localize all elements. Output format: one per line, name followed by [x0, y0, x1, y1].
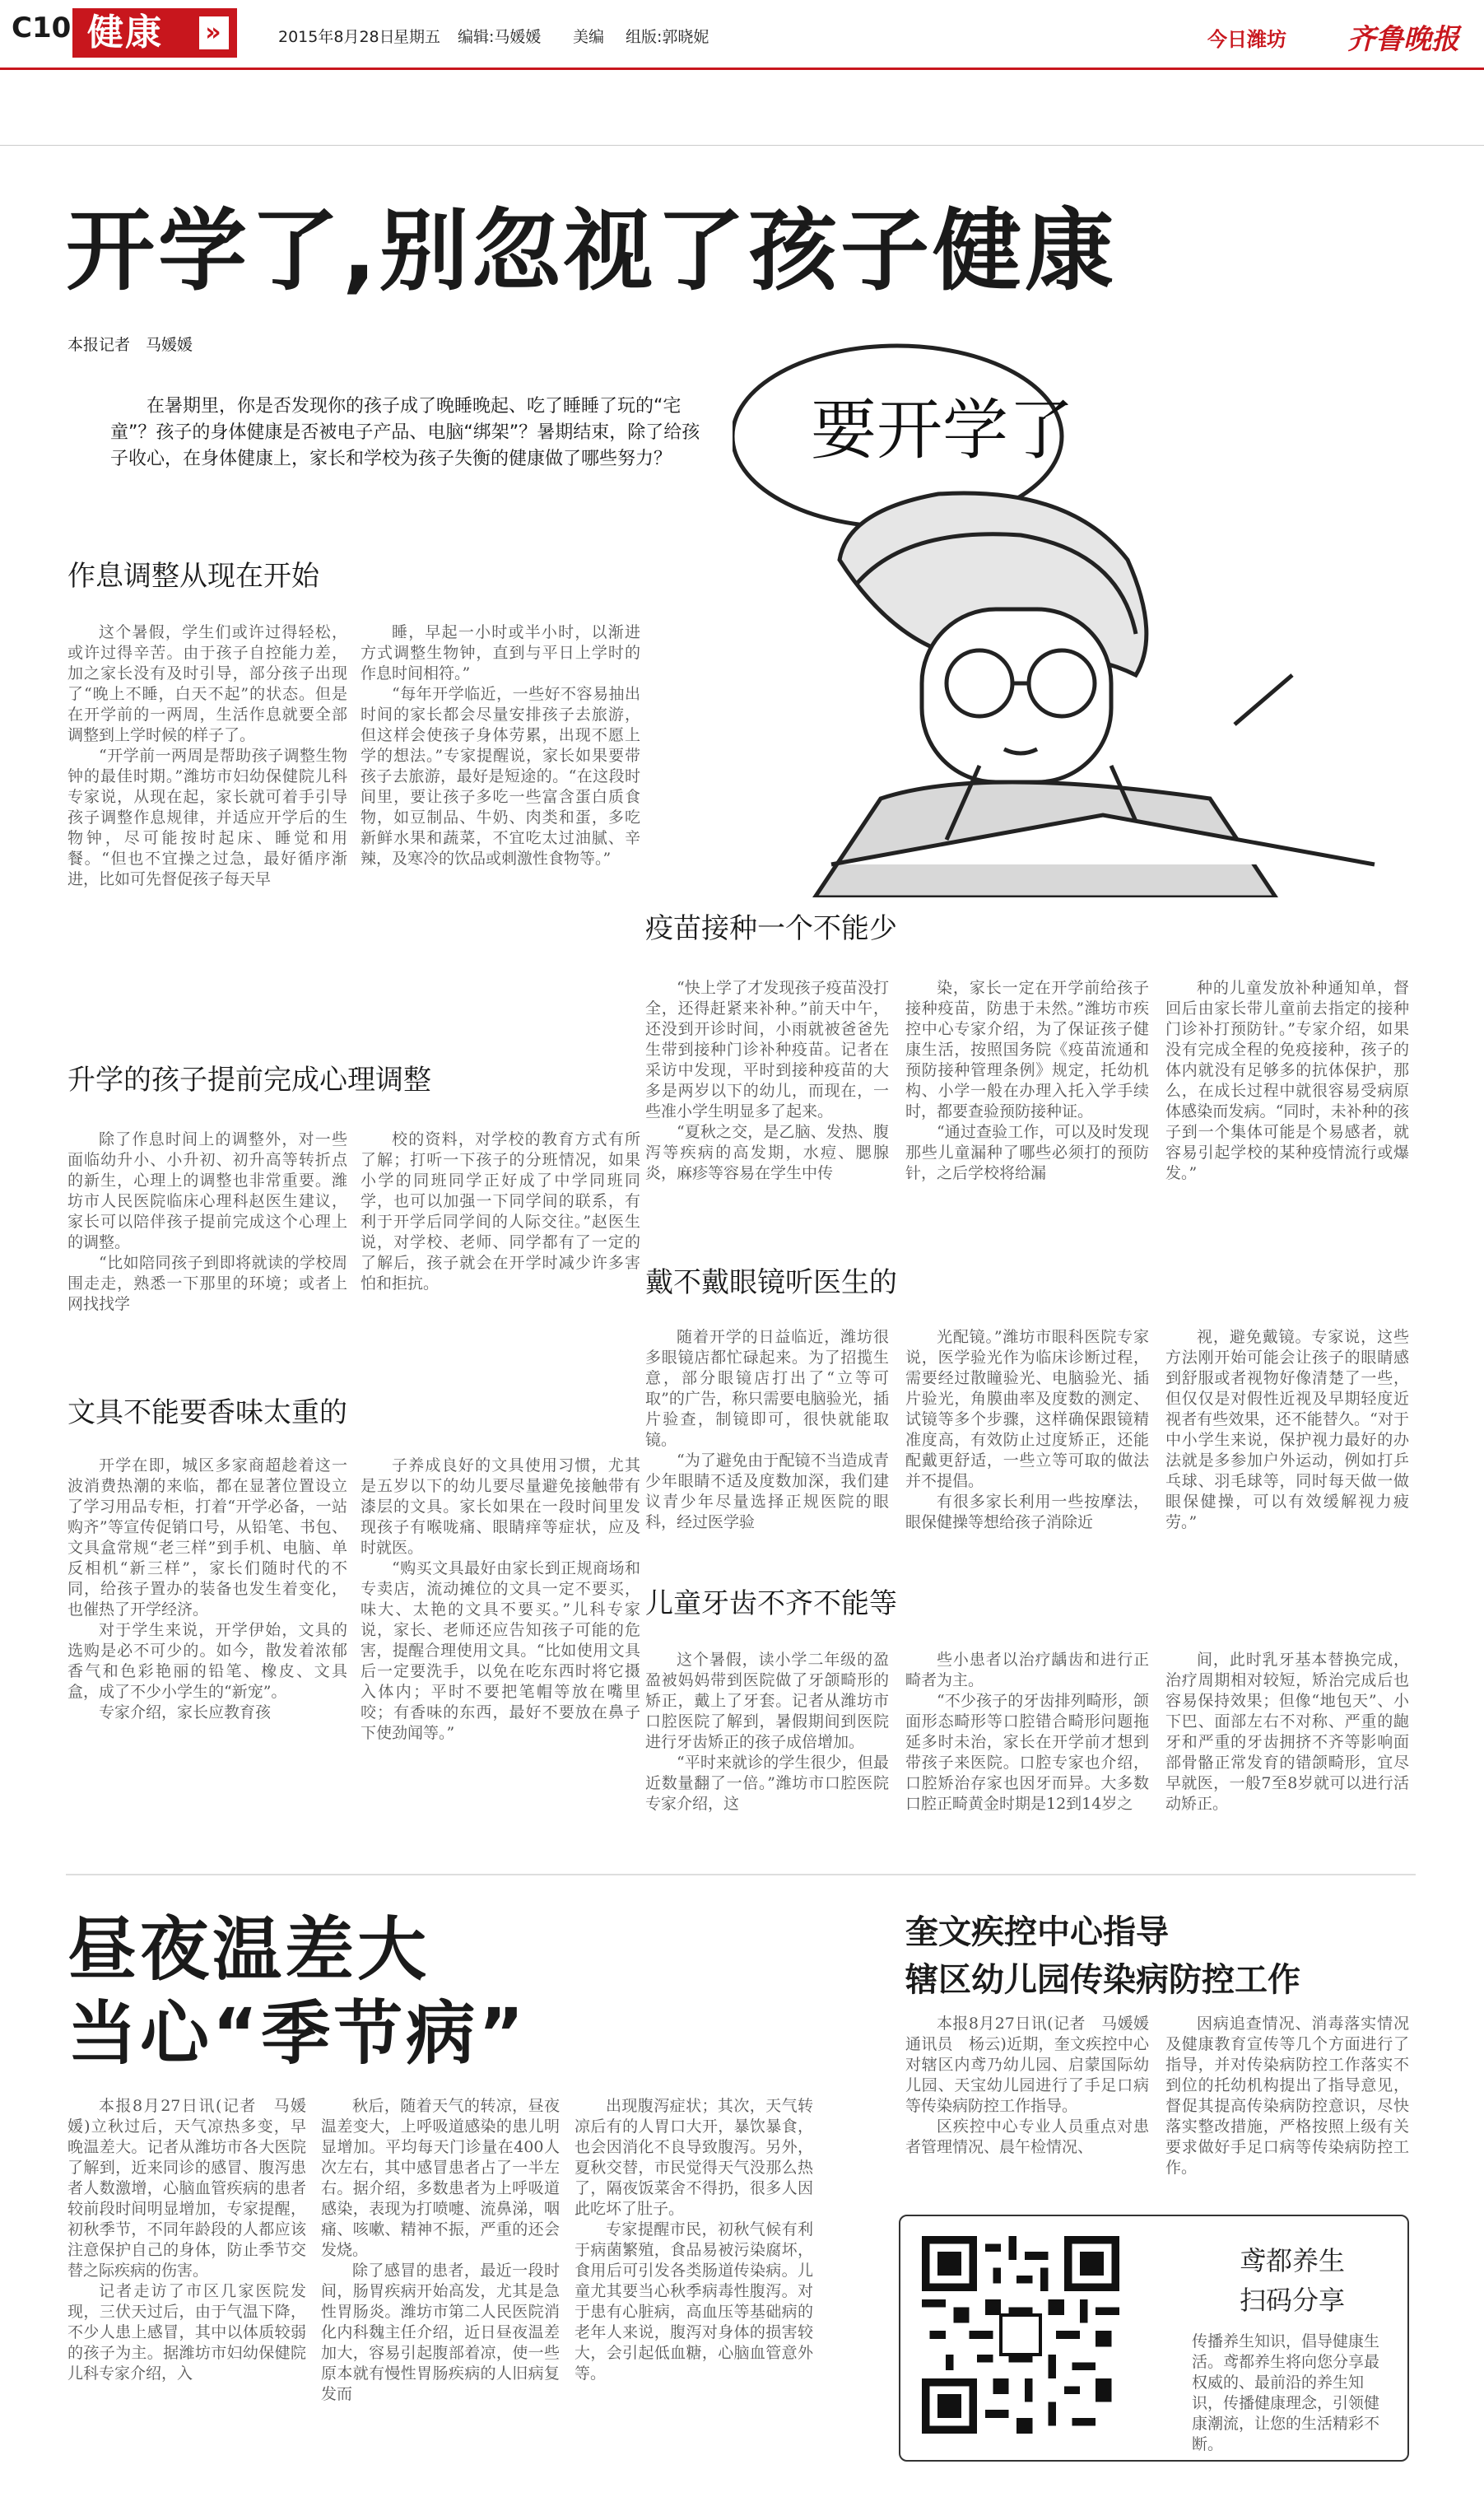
seasonal-col2: [321, 2096, 560, 2405]
glasses-col2: [905, 1327, 1149, 1533]
glasses-col3: [1165, 1327, 1409, 1533]
student-illustration: [733, 338, 1432, 897]
paragraph: “为了避免由于配镜不当造成青少年眼睛不适及度数加深，我们建议青少年尽量选择正规医院的眼科，经过医学验: [645, 1451, 889, 1531]
paragraph: “开学前一两周是帮助孩子调整生物钟的最佳时期。”潍坊市妇幼保健院儿科专家说，从现在起，家长就可着手引导孩子调整作息规律，并适应开学后的生物钟，尽可能按时起床、睡觉和用餐。“但也不宜操之过急，最好循序渐进，比如可先督促孩子每天早: [67, 747, 347, 888]
psychology-col1: [67, 1130, 347, 1315]
art-editor-credit: 美编: [573, 28, 605, 46]
paragraph: 秋后，随着天气的转凉，昼夜温差变大，上呼吸道感染的患儿明显增加。平均每天门诊量在400人次左右，其中感冒患者占了一半左右。据介绍，多数患者为上呼吸道感染，表现为打喷嚏、流鼻涕，咽痛、咳嗽、精神不振，严重的还会发烧。: [321, 2097, 560, 2259]
paragraph: 开学在即，城区多家商超趁着这一波消费热潮的来临，都在显著位置设立了学习用品专柜，打着“开学必备，一站购齐”等宣传促销口号，从铅笔、书包、文具盒常规“老三样”到手机、电脑、单反相机“新三样”，家长们随时代的不同，给孩子置办的装备也发生着变化，也催热了开学经济。: [67, 1456, 347, 1619]
paragraph: “比如陪同孩子到即将就读的学校周围走走，熟悉一下那里的环境；或者上网找找学: [67, 1254, 347, 1313]
paragraph: 校的资料，对学校的教育方式有所了解；打听一下孩子的分班情况，如果小学的同班同学正好成了中学同班同学，也可以加强一下同学间的联系，有利于开学后同学间的人际交往。”赵医生说，对学校、老师、同学都有了一定的了解后，孩子就会在开学时减少许多害怕和拒抗。: [361, 1130, 640, 1293]
vaccine-col2: [905, 978, 1149, 1184]
paragraph: “购买文具最好由家长到正规商场和专卖店，流动摊位的文具一定不要买，味大、太艳的文具不要买。”儿科专家说，家长、老师还应告知孩子可能的危害，提醒合理使用文具。“比如使用文具后一定要洗手，以免在吃东西时将它摄入体内；平时不要把笔帽等放在嘴里咬；有香味的东西，最好不要放在鼻子下使劲闻等。”: [361, 1559, 640, 1742]
stationery-col1: [67, 1456, 347, 1723]
paragraph: 本报8月27日讯(记者 马媛媛 通讯员 杨云)近期，奎文疾控中心对辖区内鸢乃幼儿园、启蒙国际幼儿园、天宝幼儿园进行了手足口病等传染病防控工作指导。: [905, 2015, 1165, 2115]
paragraph: 记者走访了市区几家医院发现，三伏天过后，由于气温下降，不少人患上感冒，其中以体质较弱的孩子为主。据潍坊市妇幼保健院儿科专家介绍，入: [67, 2282, 306, 2383]
paragraph: “不少孩子的牙齿排列畸形，颌面形态畸形等口腔错合畸形问题拖延多时未治，家长在开学前才想到带孩子来医院。口腔专家也介绍，口腔矫治存家也因牙而异。大多数口腔正畸黄金时期是12到14岁之: [905, 1692, 1149, 1813]
vaccine-col1: [645, 978, 889, 1184]
routine-col1: [67, 622, 347, 890]
cdc-headline-line1: 奎文疾控中心指导: [905, 1913, 1169, 1951]
paragraph: 染，家长一定在开学前给孩子接种疫苗，防患于未然。”潍坊市疾控中心专家介绍，为了保证孩子健康生活，按照国务院《疫苗流通和预防接种管理条例》规定，托幼机构、小学一般在办理入托入学手续时，都要查验预防接种证。: [905, 979, 1149, 1120]
heading-vaccine: 疫苗接种一个不能少: [645, 912, 897, 945]
paragraph: 专家介绍，家长应教育孩: [99, 1703, 272, 1721]
heading-psychology: 升学的孩子提前完成心理调整: [67, 1064, 431, 1097]
edition-tagline: 今日潍坊: [1207, 28, 1286, 51]
main-byline: 本报记者 马媛媛: [67, 336, 193, 354]
qr-promo-title-line1: 鸢都养生: [1239, 2245, 1345, 2276]
issue-date: 2015年8月28日: [278, 28, 395, 46]
issue-weekday: 星期五: [393, 28, 441, 46]
vaccine-col3: [1165, 978, 1409, 1184]
double-chevron-right-icon: »: [199, 16, 229, 49]
cdc-col2: [1165, 2014, 1409, 2178]
paragraph: 区疾控中心专业人员重点对患者管理情况、晨午检情况、: [905, 2117, 1149, 2156]
editor-credit: 编辑:马媛媛: [458, 28, 542, 46]
paragraph: 些小患者以治疗龋齿和进行正畸者为主。: [905, 1651, 1149, 1689]
section-label: 健康: [87, 12, 163, 54]
paragraph: “平时来就诊的学生很少，但最近数量翻了一倍。”潍坊市口腔医院专家介绍，这: [645, 1754, 889, 1813]
header-thin-rule: [0, 145, 1484, 146]
paragraph: 除了作息时间上的调整外，对一些面临幼升小、小升初、初升高等转折点的新生，心理上的调整也非常重要。潍坊市人民医院临床心理科赵医生建议，家长可以陪伴孩子提前完成这个心理上的调整。: [67, 1130, 347, 1251]
paragraph: “通过查验工作，可以及时发现那些儿童漏种了哪些必须打的预防针，之后学校将给漏: [905, 1123, 1149, 1182]
paragraph: 睡，早起一小时或半小时，以渐进方式调整生物钟，直到与平日上学时的作息时间相符。”: [361, 623, 640, 682]
paragraph: 专家提醒市民，初秋气候有利于病菌繁殖，食品易被污染腐坏，食用后可引发各类肠道传染病。儿童尤其要当心秋季病毒性腹泻。对于患有心脏病，高血压等基础病的老年人来说，腹泻对身体的损害较大，会引起低血糖，心脑血管意外等。: [575, 2220, 813, 2383]
paragraph: 子养成良好的文具使用习惯，尤其是五岁以下的幼儿要尽量避免接触带有漆层的文具。家长如果在一段时间里发现孩子有喉咙痛、眼睛痒等症状，应及时就医。: [361, 1456, 640, 1557]
qr-promo-title: [1202, 2241, 1383, 2320]
heading-teeth: 儿童牙齿不齐不能等: [645, 1587, 897, 1620]
section-badge: [72, 8, 237, 58]
paragraph: 视，避免戴镜。专家说，这些方法刚开始可能会让孩子的眼睛感到舒服或者视物好像清楚了一些，但仅仅是对假性近视及早期轻度近视者有些效果，还不能替久。“对于中小学生来说，保护视力最好的办法就是多参加户外运动，例如打乒乓球、羽毛球等，同时每天做一做眼保健操，可以有效缓解视力疲劳。”: [1165, 1328, 1409, 1531]
paragraph: 本报8月27日讯(记者 马媛媛)立秋过后，天气凉热多变，早晚温差大。记者从潍坊市各大医院了解到，近来同诊的感冒、腹泻患者人数激增，心脑血管疾病的患者较前段时间明显增加，专家提醒，初秋季节，不同年龄段的人都应该注意保护自己的身体，防止季节交替之际疾病的伤害。: [67, 2097, 306, 2280]
glasses-col1: [645, 1327, 889, 1533]
seasonal-col3: [575, 2096, 813, 2384]
header-rule: [0, 68, 1484, 70]
paragraph: “快上学了才发现孩子疫苗没打全，还得赶紧来补种。”前天中午，还没到开诊时间，小雨就被爸爸先生带到接种门诊补种疫苗。记者在采访中发现，平时到接种疫苗的大多是两岁以下的幼儿，而现在，一些准小学生明显多了起来。: [645, 979, 889, 1120]
qr-code-icon[interactable]: [922, 2236, 1119, 2434]
paragraph: 出现腹泻症状；其次，天气转凉后有的人胃口大开，暴饮暴食，也会因消化不良导致腹泻。另外，夏秋交替，市民觉得天气没那么热了，隔夜饭菜舍不得扔，很多人因此吃坏了肚子。: [575, 2097, 813, 2218]
routine-col2: [361, 622, 640, 869]
illustration-caption: 要开学了: [811, 392, 1074, 468]
stationery-col2: [361, 1456, 640, 1744]
page-number: C10: [12, 12, 72, 44]
cdc-headline-line2: 辖区幼儿园传染病防控工作: [905, 1961, 1300, 1999]
cdc-col1: [905, 2014, 1165, 2158]
paragraph: “每年开学临近，一些好不容易抽出时间的家长都会尽量安排孩子去旅游，但这样会使孩子身体劳累，出现不愿上学的想法。”专家提醒说，家长如果要带孩子去旅游，最好是短途的。“在这段时间里，要让孩子多吃一些富含蛋白质食物，如豆制品、牛奶、肉类和蛋，多吃新鲜水果和蔬菜，不宜吃太过油腻、辛辣，及寒冷的饮品或刺激性食物等。”: [361, 685, 640, 868]
seasonal-headline-line1: 昼夜温差大: [67, 1909, 430, 1990]
layout-credit: 组版:郭晓妮: [626, 28, 709, 46]
newspaper-logo: 齐鲁晚报: [1347, 23, 1459, 56]
page-header: [0, 0, 1484, 66]
paragraph: 种的儿童发放补种通知单，督回后由家长带儿童前去指定的接种门诊补打预防针。”专家介绍，如果没有完成全程的免疫接种，孩子的体内就没有足够多的抗体保护，那么，在成长过程中就很容易受病原体感染而发病。“同时，未补种的孩子到一个集体可能是个易感者，就容易引起学校的某种疫情流行或爆发。”: [1165, 979, 1409, 1182]
heading-routine: 作息调整从现在开始: [67, 560, 319, 593]
qr-promo-title-line2: 扫码分享: [1239, 2285, 1345, 2316]
heading-stationery: 文具不能要香味太重的: [67, 1396, 347, 1429]
teeth-col1: [645, 1650, 889, 1815]
paragraph: 对于学生来说，开学伊始，文具的选购是必不可少的。如今，散发着浓郁香气和色彩艳丽的铅笔、橡皮、文具盒，成了不少小学生的“新宠”。: [67, 1621, 347, 1701]
heading-glasses: 戴不戴眼镜听医生的: [645, 1266, 897, 1299]
teeth-col2: [905, 1650, 1149, 1815]
section-divider: [66, 1874, 1416, 1875]
teeth-col3: [1165, 1650, 1409, 1815]
paragraph: 光配镜。”潍坊市眼科医院专家说，医学验光作为临床诊断过程，需要经过散瞳验光、电脑验光、插片验光，角膜曲率及度数的测定、试镜等多个步骤，这样确保跟镜精准度高，有效防止过度矫正，还能配戴更舒适，一些立等可取的做法并不提倡。: [905, 1328, 1149, 1490]
paragraph: 这个暑假，学生们或许过得轻松，或许过得辛苦。由于孩子自控能力差，加之家长没有及时引导，部分孩子出现了“晚上不睡，白天不起”的状态。但是在开学前的一两周，生活作息就要全部调整到上学时候的样子了。: [67, 623, 347, 744]
paragraph: “夏秋之交，是乙脑、发热、腹泻等疾病的高发期，水痘、腮腺炎，麻疹等容易在学生中传: [645, 1123, 889, 1182]
paragraph: 这个暑假，读小学二年级的盈盈被妈妈带到医院做了牙颌畸形的矫正，戴上了牙套。记者从潍坊市口腔医院了解到，暑假期间到医院进行牙齿矫正的孩子成倍增加。: [645, 1651, 889, 1751]
paragraph: 除了感冒的患者，最近一段时间，肠胃疾病开始高发，尤其是急性胃肠炎。潍坊市第二人民医院消化内科魏主任介绍，近日昼夜温差加大，容易引起腹部着凉，使一些原本就有慢性胃肠疾病的人旧病复发而: [321, 2262, 560, 2403]
seasonal-col1: [67, 2096, 306, 2384]
psychology-col2: [361, 1130, 640, 1294]
qr-promo-text: 传播养生知识，倡导健康生活。鸢都养生将向您分享最权威的、最前沿的养生知识，传播健康理念，引领健康潮流，让您的生活精彩不断。: [1192, 2332, 1380, 2453]
seasonal-headline-line2: 当心“季节病”: [67, 1993, 528, 2074]
paragraph: 间，此时乳牙基本替换完成，治疗周期相对较短，矫治完成后也容易保持效果；但像“地包天”、小下巴、面部左右不对称、严重的龅牙和严重的牙齿拥挤不齐等影响面部骨骼正常发育的错颌畸形，宜尽早就医，一般7至8岁就可以进行活动矫正。: [1165, 1651, 1409, 1813]
paragraph: 有很多家长利用一些按摩法，眼保健操等想给孩子消除近: [905, 1493, 1149, 1531]
main-intro: 在暑期里，你是否发现你的孩子成了晚睡晚起、吃了睡睡了玩的“宅童”？孩子的身体健康是否被电子产品、电脑“绑架”？暑期结束，除了给孩子收心，在身体健康上，家长和学校为孩子失衡的健康做了哪些努力？: [110, 396, 700, 469]
main-headline: 开学了,别忽视了孩子健康: [66, 200, 1118, 303]
paragraph: 因病追查情况、消毒落实情况及健康教育宣传等几个方面进行了指导，并对传染病防控工作落实不到位的托幼机构提出了指导意见，督促其提高传染病防控意识，尽快落实整改措施，严格按照上级有关要求做好手足口病等传染病防控工作。: [1165, 2015, 1409, 2177]
paragraph: 随着开学的日益临近，潍坊很多眼镜店都忙碌起来。为了招揽生意，部分眼镜店打出了“立等可取”的广告，称只需要电脑验光，插片验查，制镜即可，很快就能取镜。: [645, 1328, 889, 1449]
